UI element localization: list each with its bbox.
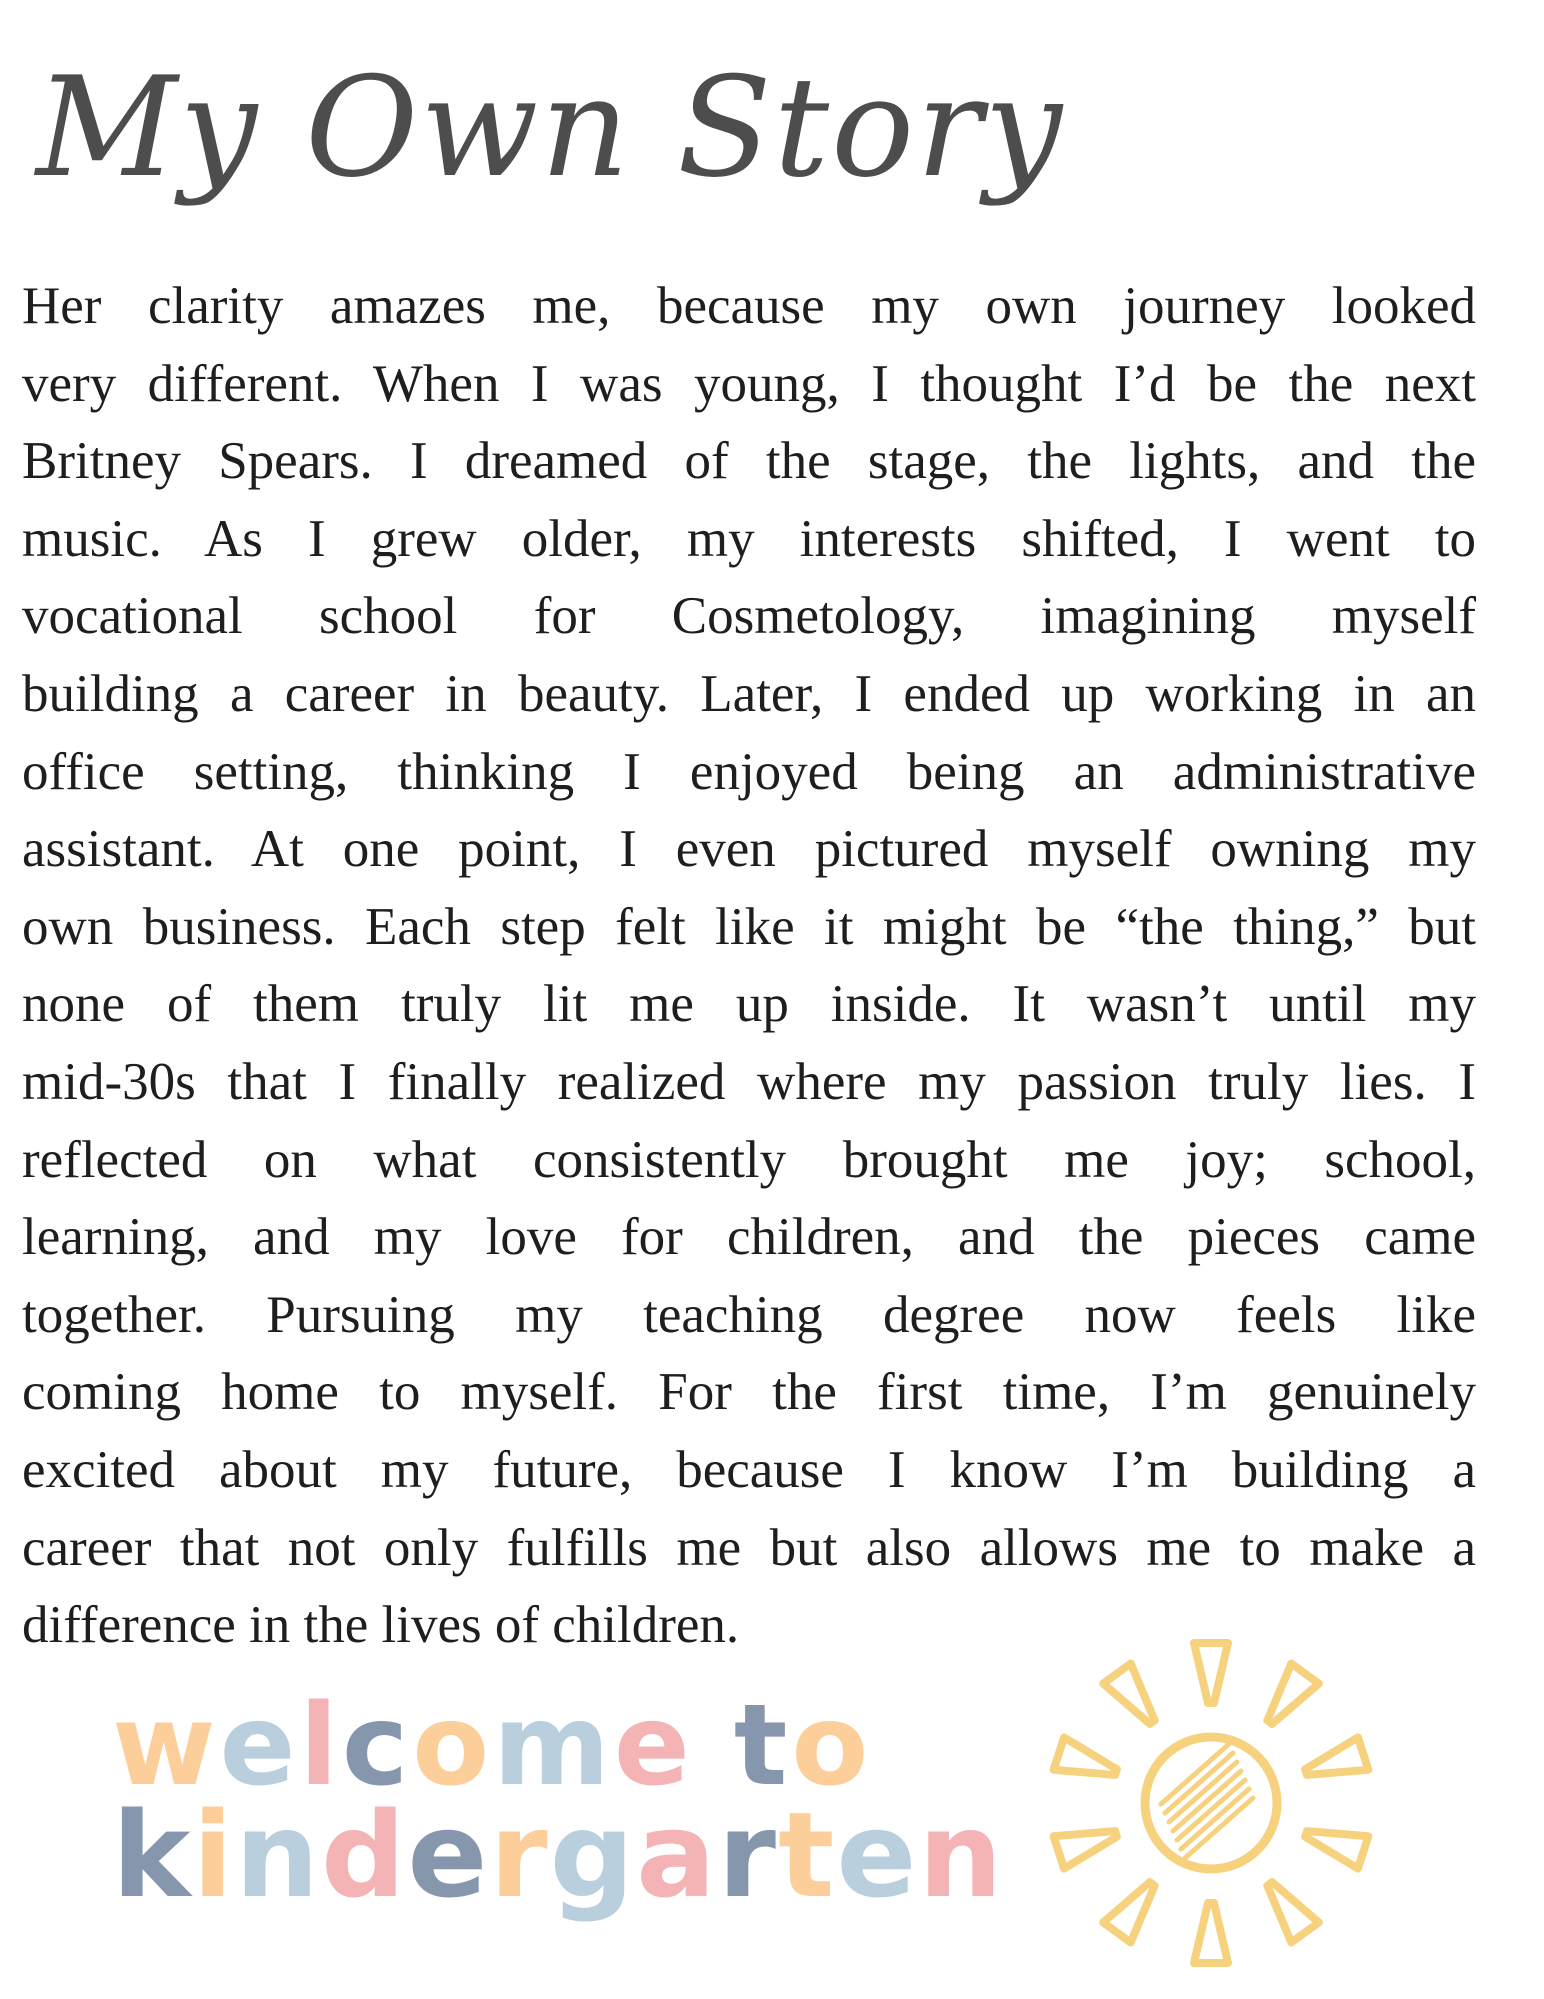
paragraph-line: career that not only fulfills me but also allows me to make a [22,1518,1476,1577]
welcome-letter: t [733,1681,792,1811]
paragraph-line: music. As I grew older, my interests shifted, I went to [22,509,1476,568]
welcome-letter: i [192,1786,235,1924]
paragraph-line: difference in the lives of children. [22,1596,740,1655]
paragraph-line: reflected on what consistently brought me joy; school, [22,1130,1476,1189]
sun-scribble [1161,1744,1253,1858]
paragraph-line: assistant. At one point, I even pictured myself owning my [22,820,1476,879]
welcome-letter: a [636,1786,718,1924]
welcome-letter: c [341,1681,413,1811]
page-title: My Own Story [36,47,1065,208]
sun-ray [1194,1643,1228,1703]
welcome-letter: g [549,1786,637,1924]
sun-ray [1194,1903,1228,1963]
welcome-to-kindergarten-graphic [112,1681,1012,1924]
welcome-letter: d [320,1786,408,1924]
welcome-letter: e [613,1681,694,1811]
sun-icon [1036,1628,1386,1978]
paragraph-line: building a career in beauty. Later, I ended up working in an [22,664,1476,723]
welcome-letter: o [791,1681,873,1811]
paragraph-line: Her clarity amazes me, because my own journey looked [22,277,1476,335]
welcome-letter: m [493,1681,614,1811]
sun-ray [1267,1664,1318,1724]
sun-scribble-stroke [1165,1753,1233,1813]
sun-scribble-stroke [1177,1780,1245,1840]
welcome-letter: e [836,1786,919,1924]
paragraph-line: excited about my future, because I know I’m building a [22,1440,1476,1499]
paragraph-line: learning, and my love for children, and the pieces came [22,1208,1476,1267]
paragraph-line: own business. Each step felt like it might be “the thing,” but [22,897,1476,956]
welcome-letter: n [918,1786,1005,1924]
sun-ray [1103,1664,1154,1724]
welcome-letter: k [112,1786,193,1924]
sun-scribble-stroke [1185,1798,1253,1858]
story-paragraph [22,268,1476,1665]
sun-ray [1054,1737,1117,1775]
sun-ray [1054,1831,1117,1869]
paragraph-line: none of them truly lit me up inside. It wasn’t until my [22,975,1476,1034]
sun-ray [1305,1737,1368,1775]
sun-scribble-stroke [1169,1762,1237,1822]
paragraph-line: coming home to myself. For the first time, I’m genuinely [22,1363,1476,1422]
sun-scribble-stroke [1173,1771,1241,1831]
paragraph-line: Britney Spears. I dreamed of the stage, the lights, and the [22,432,1476,491]
welcome-letter: t [777,1786,837,1924]
paragraph-line: together. Pursuing my teaching degree now feels like [22,1285,1476,1344]
sun-ray [1267,1882,1318,1942]
welcome-letter: e [219,1681,300,1811]
welcome-letter: e [407,1786,490,1924]
welcome-letter: o [412,1681,494,1811]
welcome-letter: l [299,1681,342,1811]
welcome-letter: w [112,1681,220,1811]
paragraph-line: vocational school for Cosmetology, imagining myself [22,587,1476,646]
welcome-line-2 [112,1786,1012,1924]
welcome-letter: r [717,1786,778,1924]
paragraph-line: very different. When I was young, I thought I’d be the next [22,354,1476,413]
paragraph-line: office setting, thinking I enjoyed being an administrative [22,742,1476,801]
sun-rays [1054,1643,1369,1963]
paragraph-line: mid-30s that I finally realized where my passion truly lies. I [22,1052,1476,1111]
sun-ray [1305,1831,1368,1869]
welcome-letter: n [234,1786,321,1924]
sun-scribble-stroke [1181,1789,1249,1849]
sun-ray [1103,1882,1154,1942]
welcome-letter: r [489,1786,550,1924]
